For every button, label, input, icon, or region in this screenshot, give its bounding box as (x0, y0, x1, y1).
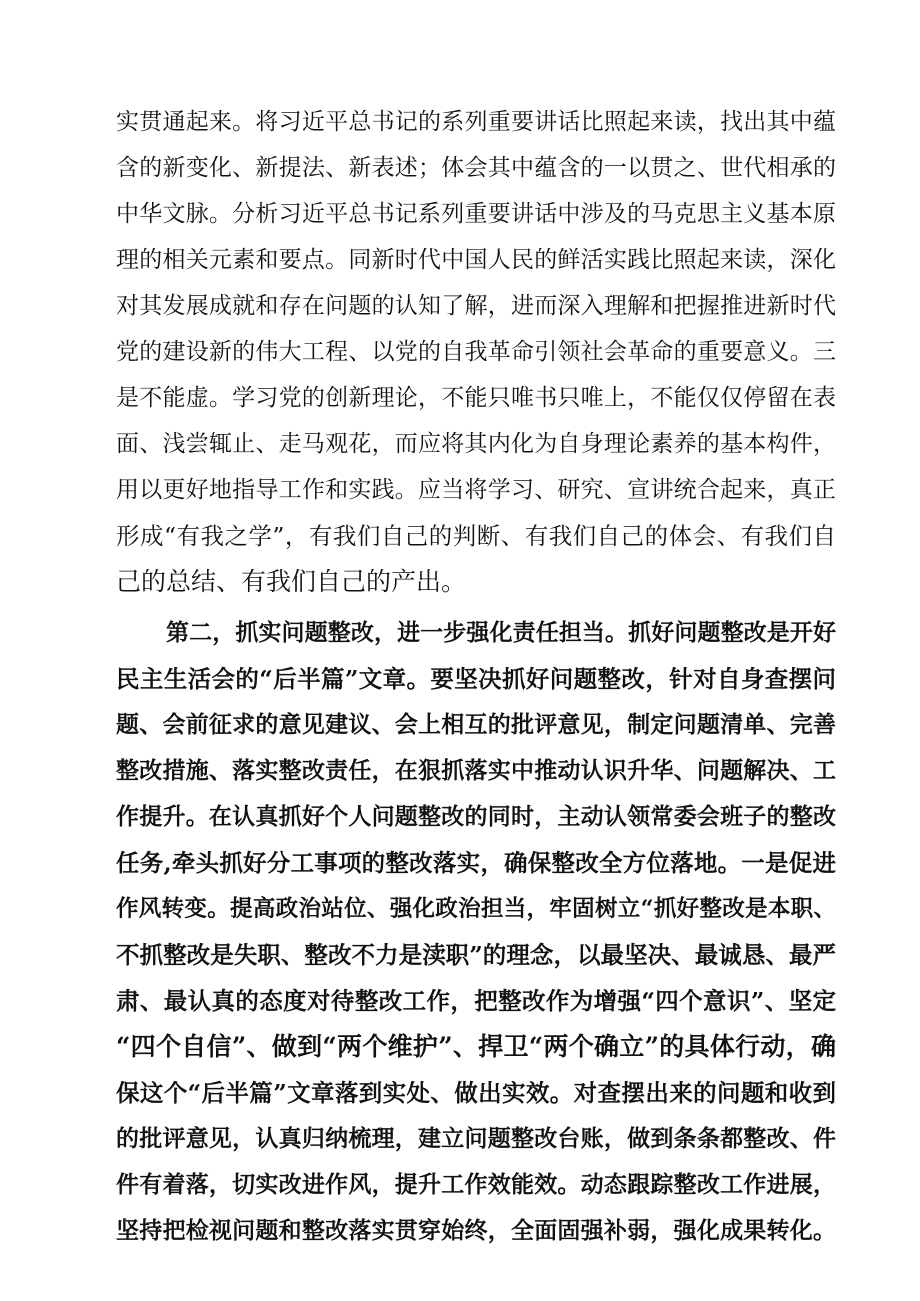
text-line: 作提升。在认真抓好个人问题整改的同时，主动认领常委会班子的整改 (116, 803, 836, 830)
text-line: 任务,牵头抓好分工事项的整改落实，确保整改全方位落地。一是促进 (116, 849, 836, 877)
text-line: 中华文脉。分析习近平总书记系列重要讲话中涉及的马克思主义基本原 (116, 201, 836, 227)
text-line: 整改措施、落实整改责任，在狠抓落实中推动认识升华、问题解决、工 (116, 757, 836, 784)
text-line: 不抓整改是失职、整改不力是渎职”的理念，以最坚决、最诚恳、最严 (116, 941, 836, 969)
text-line: 的批评意见，认真归纳梳理，建立问题整改台账，做到条条都整改、件 (116, 1125, 836, 1152)
text-line: 坚持把检视问题和整改落实贯穿始终，全面固强补弱，强化成果转化。 (116, 1217, 836, 1244)
text-line: 作风转变。提高政治站位、强化政治担当，牢固树立“抓好整改是本职、 (116, 896, 836, 922)
text-line: 用以更好地指导工作和实践。应当将学习、研究、宣讲统合起来，真正 (116, 477, 836, 503)
text-line: 肃、最认真的态度对待整改工作，把整改作为增强“四个意识”、坚定 (116, 987, 836, 1015)
text-line: 题、会前征求的意见建议、会上相互的批评意见，制定问题清单、完善 (116, 711, 836, 738)
text-line: “四个自信”、做到“两个维护”、捍卫“两个确立”的具体行动，确 (116, 1032, 836, 1061)
text-line: 形成“有我之学”，有我们自己的判断、有我们自己的体会、有我们自 (116, 522, 836, 550)
text-line: 含的新变化、新提法、新表述；体会其中蕴含的一以贯之、世代相承的 (116, 155, 836, 181)
text-line: 己的总结、有我们自己的产出。 (116, 567, 467, 596)
text-line: 是不能虚。学习党的创新理论，不能只唯书只唯上，不能仅仅停留在表 (116, 385, 836, 411)
text-line: 保这个“后半篇”文章落到实处、做出实效。对查摆出来的问题和收到 (116, 1079, 836, 1107)
text-line: 党的建设新的伟大工程、以党的自我革命引领社会革命的重要意义。三 (116, 339, 836, 365)
text-line: 理的相关元素和要点。同新时代中国人民的鲜活实践比照起来读，深化 (116, 247, 836, 273)
text-line: 第二，抓实问题整改，进一步强化责任担当。抓好问题整改是开好 (166, 619, 836, 646)
text-line: 对其发展成就和存在问题的认知了解，进而深入理解和把握推进新时代 (116, 293, 836, 319)
text-line: 民主生活会的“后半篇”文章。要坚决抓好问题整改，针对自身查摆问 (116, 665, 836, 693)
text-line: 面、浅尝辄止、走马观花，而应将其内化为自身理论素养的基本构件， (116, 431, 836, 457)
text-line: 实贯通起来。将习近平总书记的系列重要讲话比照起来读，找出其中蕴 (116, 109, 836, 135)
text-line: 件有着落，切实改进作风，提升工作效能效。动态跟踪整改工作进展， (116, 1171, 836, 1198)
